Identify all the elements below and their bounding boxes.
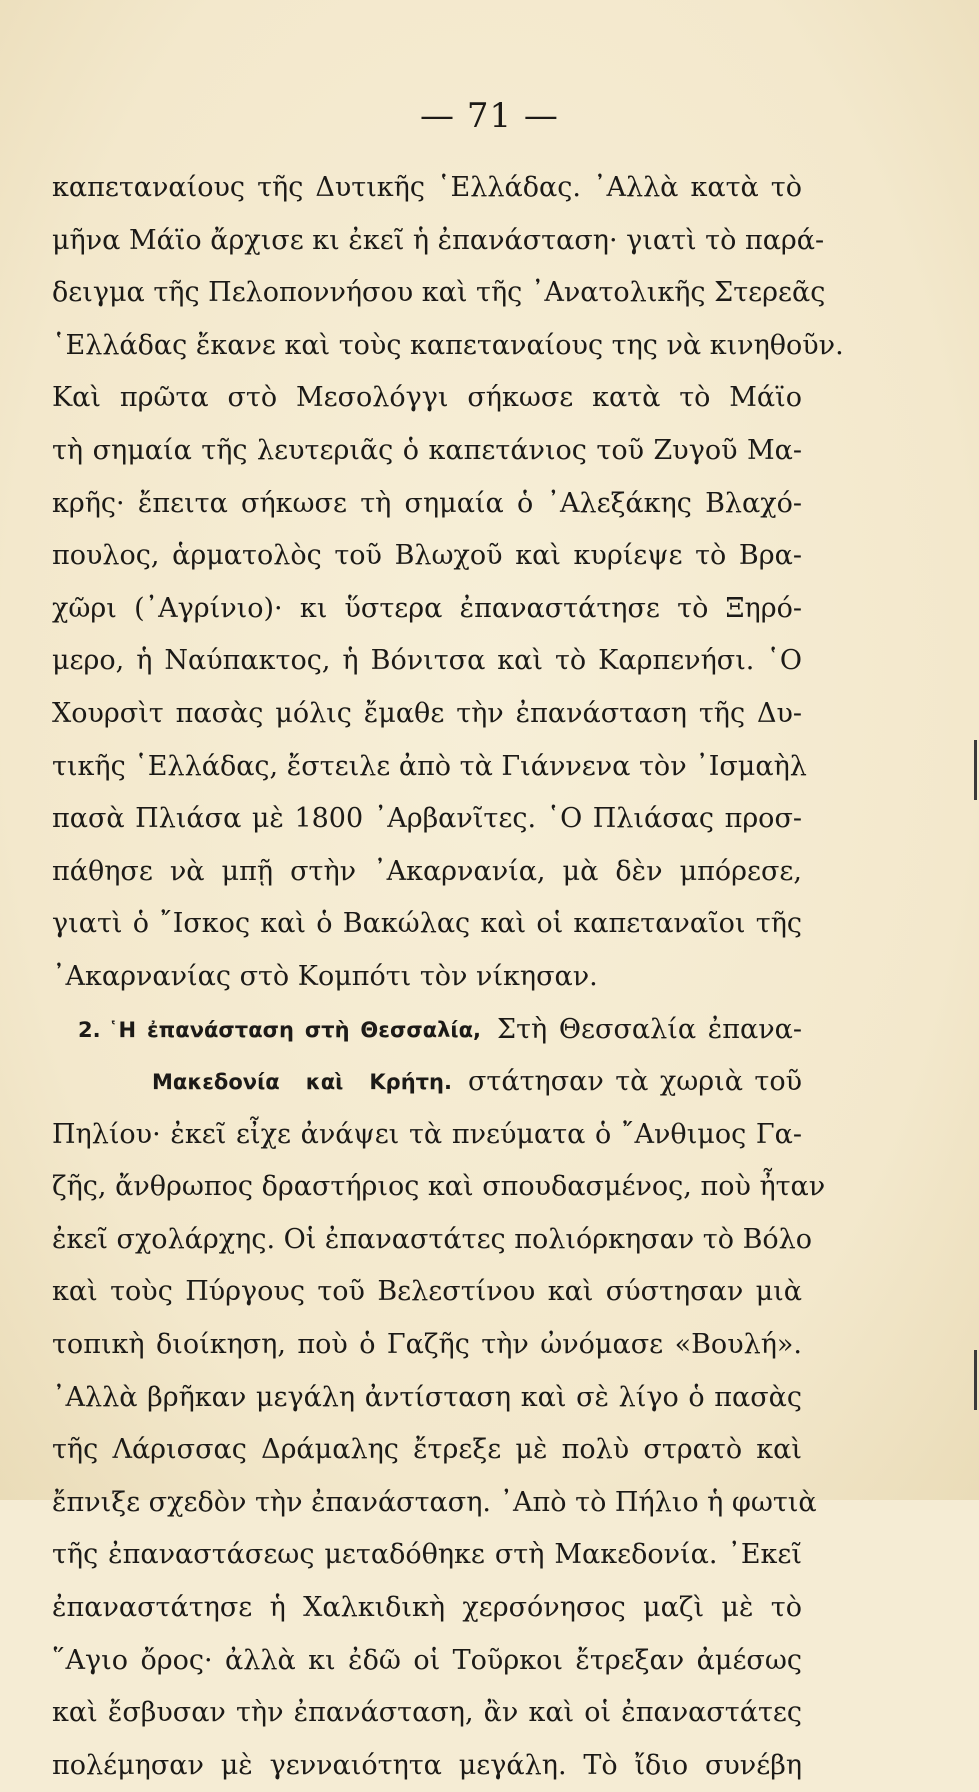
text-line: Χουρσὶτ πασὰς μόλις ἔμαθε τὴν ἐπανάσταση τῆς Δυ- [52,697,802,729]
text-line: τὴ σημαία τῆς λευτεριᾶς ὁ καπετάνιος τοῦ Ζυγοῦ Μα- [52,434,802,466]
text-line: ἔπνιξε σχεδὸν τὴν ἐπανάσταση. ᾿Απὸ τὸ Πήλιο ἡ φωτιὰ [52,1486,817,1518]
text-line: τῆς ἐπαναστάσεως μεταδόθηκε στὴ Μακεδονία. ᾿Εκεῖ [52,1539,802,1571]
page-number: — 71 — [420,96,559,136]
text-line: ᾿Ακαρνανίας στὸ Κομπότι τὸν νίκησαν. [52,960,598,992]
section-number: 2. [78,1017,101,1042]
text-line: καὶ ἔσβυσαν τὴν ἐπανάσταση, ἂν καὶ οἱ ἐπαναστάτες [52,1697,802,1729]
body-text [52,162,844,1792]
text-line: χῶρι (᾿Αγρίνιο)· κι ὕστερα ἐπαναστάτησε τὸ Ξηρό- [52,592,802,624]
page-edge-mark [974,740,977,800]
text-line: τῆς Λάρισσας Δράμαλης ἔτρεξε μὲ πολὺ στρατὸ καὶ [52,1434,802,1466]
text-line: κρῆς· ἔπειτα σήκωσε τὴ σημαία ὁ ᾿Αλεξάκης Βλαχό- [52,487,802,519]
text-line: πάθησε νὰ μπῇ στὴν ᾿Ακαρνανία, μὰ δὲν μπόρεσε, [52,855,802,887]
text-line: Καὶ πρῶτα στὸ Μεσολόγγι σήκωσε κατὰ τὸ Μάϊο [52,382,802,414]
text-line: ἐκεῖ σχολάρχης. Οἱ ἐπαναστάτες πολιόρκησαν τὸ Βόλο [52,1223,813,1255]
text-line: δειγμα τῆς Πελοποννήσου καὶ τῆς ᾿Ανατολικῆς Στερεᾶς [52,277,826,309]
text-line: ῾Ελλάδας ἔκανε καὶ τοὺς καπεταναίους της νὰ κινηθοῦν. [52,329,844,361]
section-heading-row [52,1056,802,1109]
text-line: ζῆς, ἄνθρωπος δραστήριος καὶ σπουδασμένος, ποὺ ἦταν [52,1171,826,1203]
text-line: ᾿Αλλὰ βρῆκαν μεγάλη ἀντίσταση καὶ σὲ λίγο ὁ πασὰς [52,1381,802,1413]
text-line: καὶ τοὺς Πύργους τοῦ Βελεστίνου καὶ σύστησαν μιὰ [52,1276,802,1308]
text-line: πολέμησαν μὲ γενναιότητα μεγάλη. Τὸ ἴδιο συνέβη [52,1749,802,1781]
text-line: Στὴ Θεσσαλία ἐπανα- [497,1013,802,1045]
text-line: καπεταναίους τῆς Δυτικῆς ῾Ελλάδας. ᾿Αλλὰ κατὰ τὸ [52,172,802,203]
page-edge-mark [974,1350,977,1410]
text-line: στάτησαν τὰ χωριὰ τοῦ [468,1066,802,1098]
text-line: πουλος, ἁρματολὸς τοῦ Βλωχοῦ καὶ κυρίεψε τὸ Βρα- [52,540,802,572]
text-line: γιατὶ ὁ ῎Ισκος καὶ ὁ Βακώλας καὶ οἱ καπεταναῖοι τῆς [52,908,802,940]
text-line: ἐπαναστάτησε ἡ Χαλκιδικὴ χερσόνησος μαζὶ μὲ τὸ [52,1592,802,1624]
section-heading: Μακεδονία καὶ Κρήτη. [152,1070,452,1095]
section-heading-row [52,1004,802,1057]
text-line: ῞Αγιο ὄρος· ἀλλὰ κι ἐδῶ οἱ Τοῦρκοι ἔτρεξαν ἀμέσως [52,1644,802,1676]
text-line: Πηλίου· ἐκεῖ εἶχε ἀνάψει τὰ πνεύματα ὁ ῎Ανθιμος Γα- [52,1118,802,1150]
text-line: τικῆς ῾Ελλάδας, ἔστειλε ἀπὸ τὰ Γιάννενα τὸν ᾿Ισμαὴλ [52,750,807,782]
section-heading: ῾Η ἐπανάσταση στὴ Θεσσαλία, [108,1017,481,1042]
text-line: τοπικὴ διοίκηση, ποὺ ὁ Γαζῆς τὴν ὠνόμασε «Βουλή». [52,1329,802,1361]
text-line: πασὰ Πλιάσα μὲ 1800 ᾿Αρβανῖτες. ῾Ο Πλιάσας προσ- [52,803,802,835]
text-line: μῆνα Μάϊο ἄρχισε κι ἐκεῖ ἡ ἐπανάσταση· γιατὶ τὸ παρά- [52,224,825,256]
text-line: μερο, ἡ Ναύπακτος, ἡ Βόνιτσα καὶ τὸ Καρπενήσι. ῾Ο [52,645,802,677]
